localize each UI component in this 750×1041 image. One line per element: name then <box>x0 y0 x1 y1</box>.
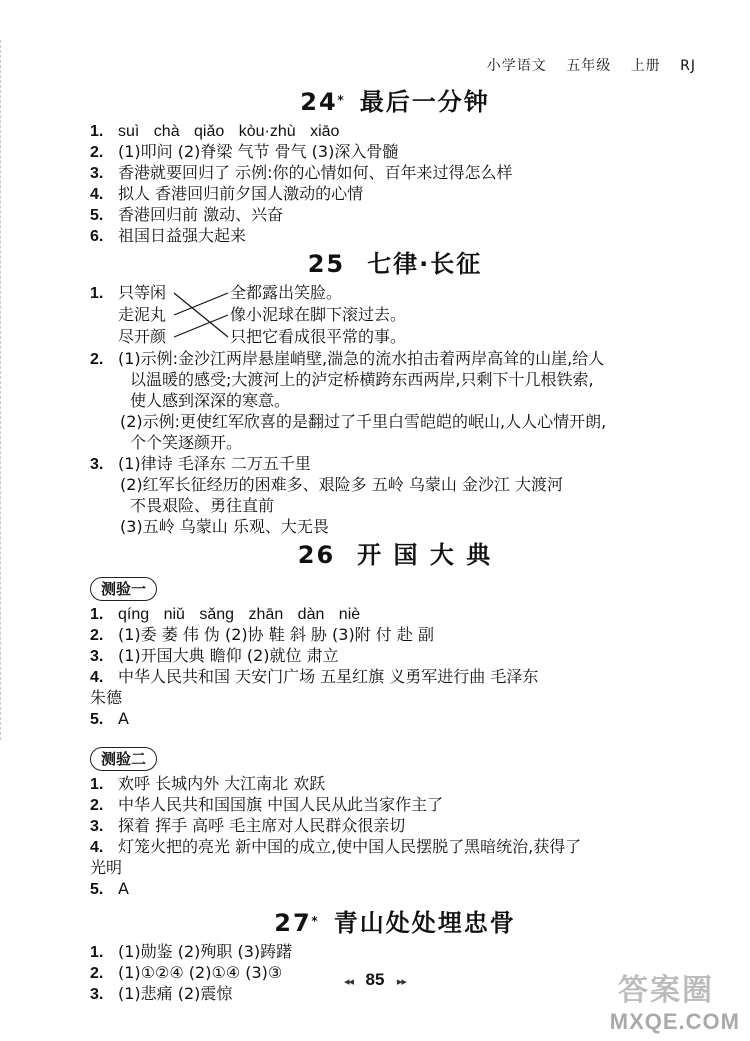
watermark-url: MXQE.COM <box>609 1009 740 1034</box>
binding-dashed-line <box>0 40 2 740</box>
test-2-label: 测验二 <box>90 747 157 771</box>
answer-line: 个个笑逐颜开。 <box>130 433 243 452</box>
match-left-item: 尽开颜 <box>118 327 167 346</box>
answer-line: 6. 祖国日益强大起来 <box>90 226 247 245</box>
answer-line: 2. (1)①②④ (2)①④ (3)③ <box>90 963 283 982</box>
section-24-answers <box>90 120 700 246</box>
answer-line: 4. 拟人 香港回归前夕国人激动的心情 <box>90 184 364 203</box>
answer-line: 5. 香港回归前 激动、兴奋 <box>90 205 284 224</box>
answer-line: 2. (1)示例:金沙江两岸悬崖峭壁,湍急的流水拍击着两岸高耸的山崖,给人 <box>90 349 605 368</box>
running-head <box>473 55 696 75</box>
answer-line: 5. A <box>90 879 129 898</box>
answer-line: (2)示例:更使红军欣喜的是翻过了千里白雪皑皑的岷山,人人心情开朗, <box>120 412 607 431</box>
section-26-title <box>90 537 700 573</box>
match-left-column <box>118 282 166 348</box>
match-left-item: 走泥丸 <box>118 305 167 324</box>
test-1-label: 测验一 <box>90 577 157 601</box>
answer-line: 3. (1)悲痛 (2)震惊 <box>90 984 233 1003</box>
answer-line: 4. 中华人民共和国 天安门广场 五星红旗 义勇军进行曲 毛泽东 <box>90 667 539 686</box>
answer-line: 5. A <box>90 709 129 728</box>
grade-label: 五年级 <box>566 58 612 74</box>
answer-line: 不畏艰险、勇往直前 <box>130 496 275 515</box>
section-27-title <box>90 905 700 941</box>
arrow-right-icon: ▸▸ <box>396 976 406 988</box>
arrow-left-icon: ◂◂ <box>344 976 354 988</box>
asterisk-mark: * <box>337 93 346 107</box>
answer-line: (2)红军长征经历的困难多、艰险多 五岭 乌蒙山 金沙江 大渡河 <box>120 475 564 494</box>
answer-line: 3. (1)开国大典 瞻仰 (2)就位 肃立 <box>90 646 339 665</box>
answer-line: 2. (1)叩问 (2)脊梁 气节 骨气 (3)深入骨髓 <box>90 142 399 161</box>
answer-line: 4. 灯笼火把的亮光 新中国的成立,使中国人民摆脱了黑暗统治,获得了 <box>90 837 582 856</box>
answer-line: 3. (1)律诗 毛泽东 二万五千里 <box>90 454 311 473</box>
section-number: 26 <box>297 541 336 569</box>
answer-line: 使人感到深深的寒意。 <box>130 391 291 410</box>
match-right-item: 只把它看成很平常的事。 <box>230 327 407 346</box>
answer-content <box>90 84 700 1004</box>
subject-label: 小学语文 <box>486 58 547 74</box>
volume-label: 上册 <box>630 58 661 74</box>
asterisk-mark: * <box>311 914 320 928</box>
section-25-q3 <box>90 453 700 537</box>
answer-line: 3. 探着 挥手 高呼 毛主席对人民群众很亲切 <box>90 816 406 835</box>
section-name: 最后一分钟 <box>359 88 490 116</box>
watermark-logo: 答案圈 <box>618 973 714 1008</box>
section-number: 27 * <box>274 909 311 937</box>
match-right-item: 全都露出笑脸。 <box>230 283 343 302</box>
answer-line: 1. qíng niǔ sǎng zhān dàn niè <box>90 606 361 623</box>
answer-line: 2. 中华人民共和国国旗 中国人民从此当家作主了 <box>90 795 444 814</box>
section-24-title <box>90 84 700 120</box>
match-line <box>174 293 228 337</box>
answer-line: 1. suì chà qiǎo kòu·zhù xiāo <box>90 123 340 140</box>
section-name: 七律·长征 <box>367 250 483 278</box>
answer-line: 1. (1)勋鉴 (2)殉职 (3)踌躇 <box>90 942 293 961</box>
answer-line: 以温暖的感受;大渡河上的泸定桥横跨东西两岸,只剩下十几根铁索, <box>130 370 594 389</box>
match-right-item: 像小泥球在脚下滚过去。 <box>230 305 407 324</box>
answer-line: 光明 <box>90 858 123 877</box>
test-2-answers <box>90 773 700 899</box>
answer-line: 2. (1)委 萎 伟 伪 (2)协 鞋 斜 胁 (3)附 付 赴 副 <box>90 625 434 644</box>
match-right-column <box>230 282 406 348</box>
section-number: 25 <box>307 250 346 278</box>
match-left-item: 只等闲 <box>118 283 167 302</box>
section-name: 开 国 大 典 <box>357 541 493 569</box>
section-25-q2 <box>90 348 700 453</box>
answer-line: 朱德 <box>90 688 123 707</box>
question-number: 1. <box>90 285 104 302</box>
answer-line: (3)五岭 乌蒙山 乐观、大无畏 <box>120 517 329 536</box>
matching-lines <box>172 282 230 348</box>
section-number: 24 * <box>300 88 337 116</box>
answer-line: 1. 欢呼 长城内外 大江南北 欢跃 <box>90 774 326 793</box>
edition-label: RJ <box>680 58 696 74</box>
matching-answer <box>90 282 700 348</box>
section-name: 青山处处埋忠骨 <box>333 909 516 937</box>
answer-line: 3. 香港就要回归了 示例:你的心情如何、百年来过得怎么样 <box>90 163 513 182</box>
match-line <box>174 315 228 337</box>
section-25-title <box>90 246 700 282</box>
match-line <box>174 293 228 315</box>
page-number: 85 <box>365 970 385 989</box>
test-1-answers <box>90 603 700 729</box>
